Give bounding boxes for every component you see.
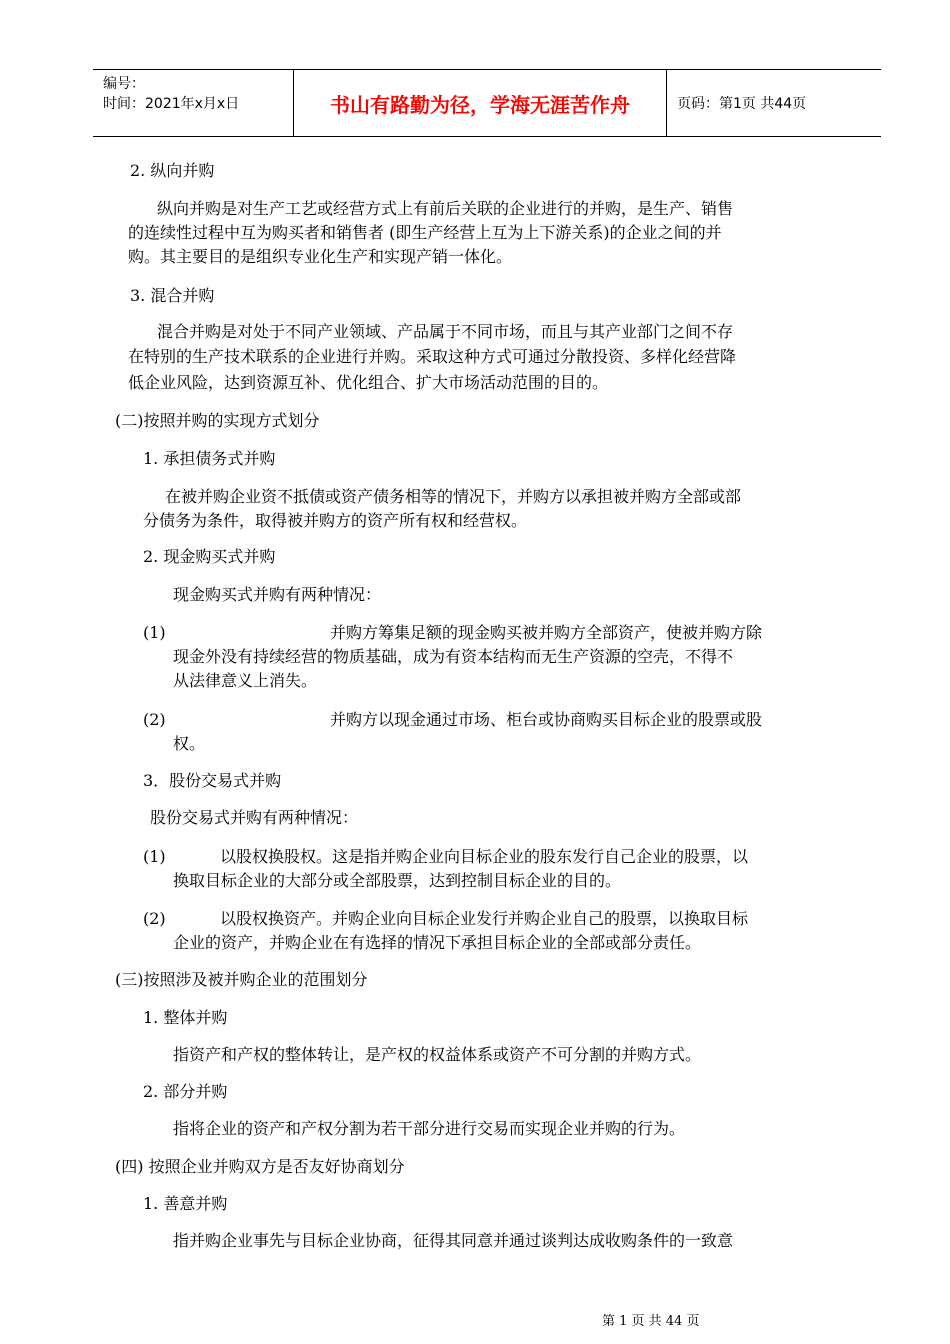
subheading: 1. 整体并购 [143, 1008, 228, 1027]
list-item-line: 现金外没有持续经营的物质基础，成为有资本结构而无生产资源的空壳，不得不 [173, 647, 734, 666]
paragraph-line: 纵向并购是对生产工艺或经营方式上有前后关联的企业进行的并购，是生产、销售 [157, 199, 734, 218]
page-footer: 第 1 页 共 44 页 [602, 1314, 700, 1329]
subheading: 2. 纵向并购 [130, 161, 215, 180]
section-heading: (二)按照并购的实现方式划分 [115, 411, 320, 430]
paragraph-line: 在被并购企业资不抵债或资产债务相等的情况下，并购方以承担被并购方全部或部 [165, 487, 742, 506]
list-item-line: 换取目标企业的大部分或全部股票，达到控制目标企业的目的。 [173, 871, 622, 890]
paragraph-line: 指并购企业事先与目标企业协商，征得其同意并通过谈判达成收购条件的一致意 [173, 1231, 734, 1250]
subheading: 2. 部分并购 [143, 1082, 228, 1101]
list-marker: (2) [143, 909, 166, 928]
list-marker: (1) [143, 847, 166, 866]
list-item-line: 并购方筹集足额的现金购买被并购方全部资产，使被并购方除 [330, 623, 763, 642]
subheading: 3．股份交易式并购 [143, 771, 282, 790]
list-item-line: 以股权换资产。并购企业向目标企业发行并购企业自己的股票，以换取目标 [220, 909, 749, 928]
paragraph-line: 股份交易式并购有两种情况： [150, 808, 359, 827]
list-marker: (2) [143, 710, 166, 729]
list-item-line: 权。 [173, 734, 206, 753]
page-header [93, 69, 881, 137]
list-item-line: 并购方以现金通过市场、柜台或协商购买目标企业的股票或股 [330, 710, 763, 729]
header-motto: 书山有路勤为径，学海无涯苦作舟 [330, 92, 630, 117]
list-item-line: 以股权换股权。这是指并购企业向目标企业的股东发行自己企业的股票，以 [220, 847, 749, 866]
paragraph-line: 的连续性过程中互为购买者和销售者 (即生产经营上互为上下游关系)的企业之间的并 [128, 223, 722, 242]
section-heading: (三)按照涉及被并购企业的范围划分 [115, 970, 368, 989]
paragraph-line: 分债务为条件，取得被并购方的资产所有权和经营权。 [143, 511, 528, 530]
subheading: 1. 承担债务式并购 [143, 449, 276, 468]
section-heading: (四) 按照企业并购双方是否友好协商划分 [115, 1157, 405, 1176]
paragraph-line: 现金购买式并购有两种情况： [173, 585, 382, 604]
paragraph-line: 混合并购是对处于不同产业领域、产品属于不同市场，而且与其产业部门之间不存 [157, 322, 734, 341]
list-marker: (1) [143, 623, 166, 642]
paragraph-line: 指资产和产权的整体转让，是产权的权益体系或资产不可分割的并购方式。 [173, 1045, 702, 1064]
header-divider [666, 70, 667, 136]
header-page-info: 页码：第1页 共44页 [677, 96, 807, 112]
subheading: 2. 现金购买式并购 [143, 547, 276, 566]
paragraph-line: 低企业风险，达到资源互补、优化组合、扩大市场活动范围的目的。 [128, 373, 609, 392]
paragraph-line: 购。其主要目的是组织专业化生产和实现产销一体化。 [128, 247, 513, 266]
number-label: 编号： [103, 76, 145, 92]
subheading: 1. 善意并购 [143, 1194, 228, 1213]
subheading: 3. 混合并购 [130, 286, 215, 305]
paragraph-line: 在特别的生产技术联系的企业进行并购。采取这种方式可通过分散投资、多样化经营降 [128, 347, 737, 366]
paragraph-line: 指将企业的资产和产权分割为若干部分进行交易而实现企业并购的行为。 [173, 1119, 686, 1138]
list-item-line: 企业的资产，并购企业在有选择的情况下承担目标企业的全部或部分责任。 [173, 933, 702, 952]
list-item-line: 从法律意义上消失。 [173, 671, 318, 690]
time-label: 时间：2021年x月x日 [103, 96, 240, 112]
header-meta [103, 74, 239, 114]
